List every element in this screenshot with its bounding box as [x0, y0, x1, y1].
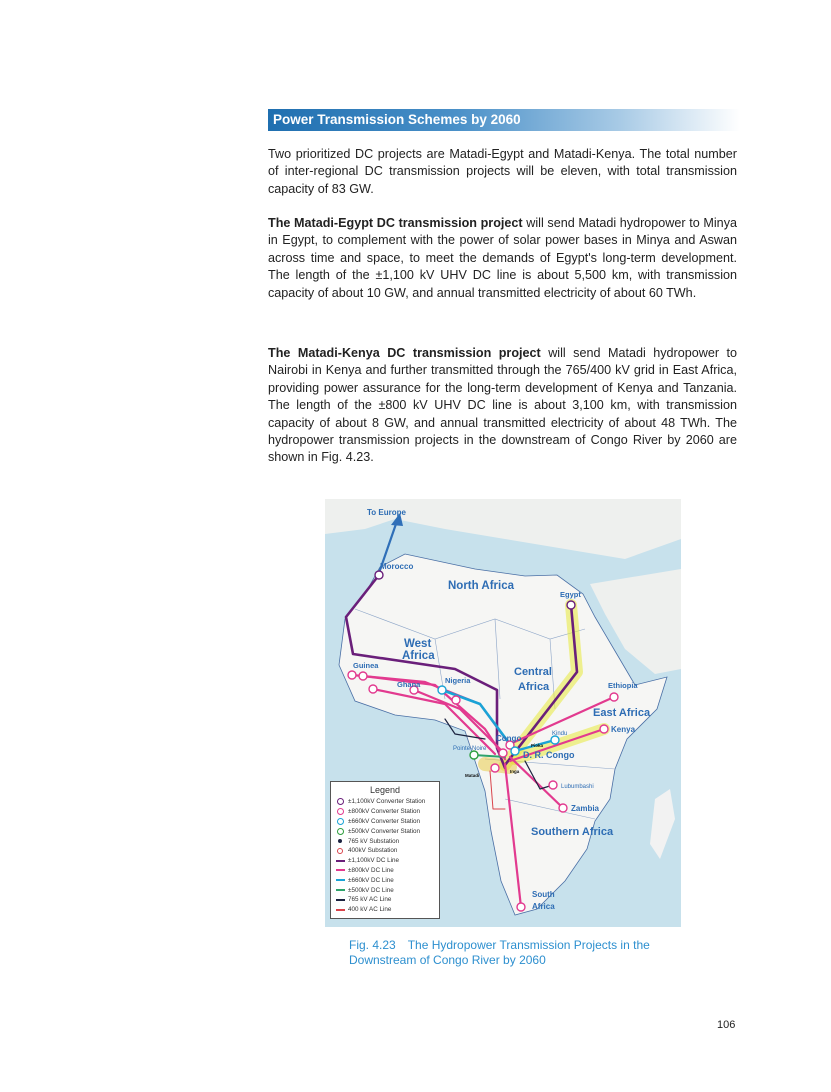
legend-label: 400 kV AC Line [348, 906, 392, 914]
label-morocco: Morocco [380, 562, 414, 571]
station-pointe-noire [470, 751, 478, 759]
station-nigeria [438, 686, 446, 694]
legend-item [331, 817, 439, 827]
station-zambia [559, 804, 567, 812]
legend-label: ±1,100kV DC Line [348, 857, 400, 865]
station-egypt [567, 601, 575, 609]
station-guinea-3 [369, 685, 377, 693]
label-central-africa: Africa [518, 681, 550, 693]
station-symbol-icon [335, 818, 345, 825]
label-lubumbashi: Lubumbashi [561, 784, 594, 790]
label-zambia: Zambia [571, 804, 600, 813]
station-morocco [375, 571, 383, 579]
station-congo-3 [511, 747, 519, 755]
legend-item [331, 836, 439, 846]
label-east-africa: East Africa [593, 707, 651, 719]
station-guinea-2 [359, 672, 367, 680]
label-nigeria: Nigeria [445, 676, 471, 685]
label-west: West [404, 638, 432, 650]
legend-item [331, 826, 439, 836]
station-matadi [491, 764, 499, 772]
map-legend [330, 781, 440, 919]
label-guinea: Guinea [353, 661, 379, 670]
madagascar [650, 789, 675, 859]
africa-transmission-map [325, 499, 681, 927]
legend-label: ±500kV DC Line [348, 886, 394, 894]
label-matadi: Matadi [465, 773, 480, 778]
legend-item [331, 856, 439, 866]
station-symbol-icon [335, 828, 345, 835]
label-kindu: Kindu [552, 731, 568, 737]
label-ghana: Ghana [397, 680, 421, 689]
station-nigeria-2 [452, 696, 460, 704]
station-congo-2 [499, 749, 507, 757]
line-swatch-icon [335, 889, 345, 891]
label-north-africa: North Africa [448, 580, 515, 592]
legend-title: Legend [369, 785, 401, 795]
caption-line-1: Fig. 4.23 The Hydropower Transmission Projects in the [349, 938, 650, 952]
caption-line-2: Downstream of Congo River by 2060 [349, 953, 546, 967]
page-number: 106 [717, 1019, 736, 1031]
label-to-europe: To Europe [367, 508, 406, 517]
label-pointe-noire: Pointe-Noire [453, 746, 487, 752]
legend-label: ±660kV DC Line [348, 876, 394, 884]
station-symbol-icon [335, 798, 345, 805]
label-south-africa: Africa [532, 902, 555, 911]
figure-caption [349, 938, 650, 968]
legend-label: ±500kV Converter Station [348, 827, 421, 835]
label-drc: D. R. Congo [523, 750, 575, 760]
label-inga: Inga [510, 769, 520, 774]
paragraph-text: will send Matadi hydropower to Minya in Egypt, to complement with the power of solar power bases in Minya and Aswan across time and space, to meet the demands of Egypt's long-term development. The length of the ±1,100 kV UHV DC line is about 5,500 km, with transmission capacity of about 10 GW, and annual transmitted electricity of about 60 TWh. [268, 216, 737, 300]
legend-label: ±800kV Converter Station [348, 808, 421, 816]
station-south-africa [517, 903, 525, 911]
legend-label: 765 kV Substation [348, 837, 400, 845]
label-ethiopia: Ethiopia [608, 681, 638, 690]
line-swatch-icon [335, 879, 345, 881]
label-kenya: Kenya [611, 725, 636, 734]
paragraph-heading: The Matadi-Kenya DC transmission project [268, 346, 541, 360]
station-kenya [600, 725, 608, 733]
paragraph-matadi-kenya [268, 345, 737, 467]
legend-item [331, 875, 439, 885]
label-pioka: Pioka [531, 743, 544, 748]
label-west-africa: Africa [402, 650, 435, 662]
legend-label: ±660kV Converter Station [348, 817, 421, 825]
legend-item [331, 905, 439, 915]
paragraph-heading: The Matadi-Egypt DC transmission project [268, 216, 523, 230]
legend-item [331, 797, 439, 807]
station-guinea-1 [348, 671, 356, 679]
label-congo: Congo [496, 734, 522, 743]
station-symbol-icon [335, 808, 345, 815]
legend-item [331, 895, 439, 905]
paragraph-matadi-egypt [268, 215, 737, 302]
station-symbol-icon [335, 839, 345, 843]
paragraph-text: will send Matadi hydropower to Nairobi in Kenya and further transmitted through the 765/400 kV grid in East Africa, providing power assurance for the long-term development of Kenya and Tanzania. The length of the ±800 kV UHV DC line is about 3,100 km, with transmission capacity of about 8 GW, and annual transmitted electricity of about 48 TWh. The hydropower transmission projects in the downstream of Congo River by 2060 are shown in Fig. 4.23. [268, 346, 738, 465]
paragraph-intro: Two prioritized DC projects are Matadi-Egypt and Matadi-Kenya. The total number of inter-regional DC transmission projects will be eleven, with total transmission capacity of 83 GW. [268, 147, 737, 196]
legend-label: 765 kV AC Line [348, 896, 392, 904]
legend-label: ±1,100kV Converter Station [348, 798, 426, 806]
section-header [268, 109, 740, 131]
label-south: South [532, 890, 555, 899]
legend-item [331, 885, 439, 895]
label-central: Central [514, 666, 552, 678]
label-southern-africa: Southern Africa [531, 826, 614, 838]
legend-label: ±800kV DC Line [348, 866, 394, 874]
line-swatch-icon [335, 860, 345, 862]
legend-item [331, 866, 439, 876]
label-egypt: Egypt [560, 590, 581, 599]
line-swatch-icon [335, 899, 345, 901]
section-title: Power Transmission Schemes by 2060 [273, 112, 521, 127]
station-symbol-icon [335, 848, 345, 854]
legend-item [331, 846, 439, 856]
station-ethiopia [610, 693, 618, 701]
station-kindu [551, 736, 559, 744]
legend-item [331, 807, 439, 817]
legend-label: 400kV Substation [348, 847, 398, 855]
line-swatch-icon [335, 909, 345, 911]
station-lubumbashi [549, 781, 557, 789]
line-swatch-icon [335, 869, 345, 871]
